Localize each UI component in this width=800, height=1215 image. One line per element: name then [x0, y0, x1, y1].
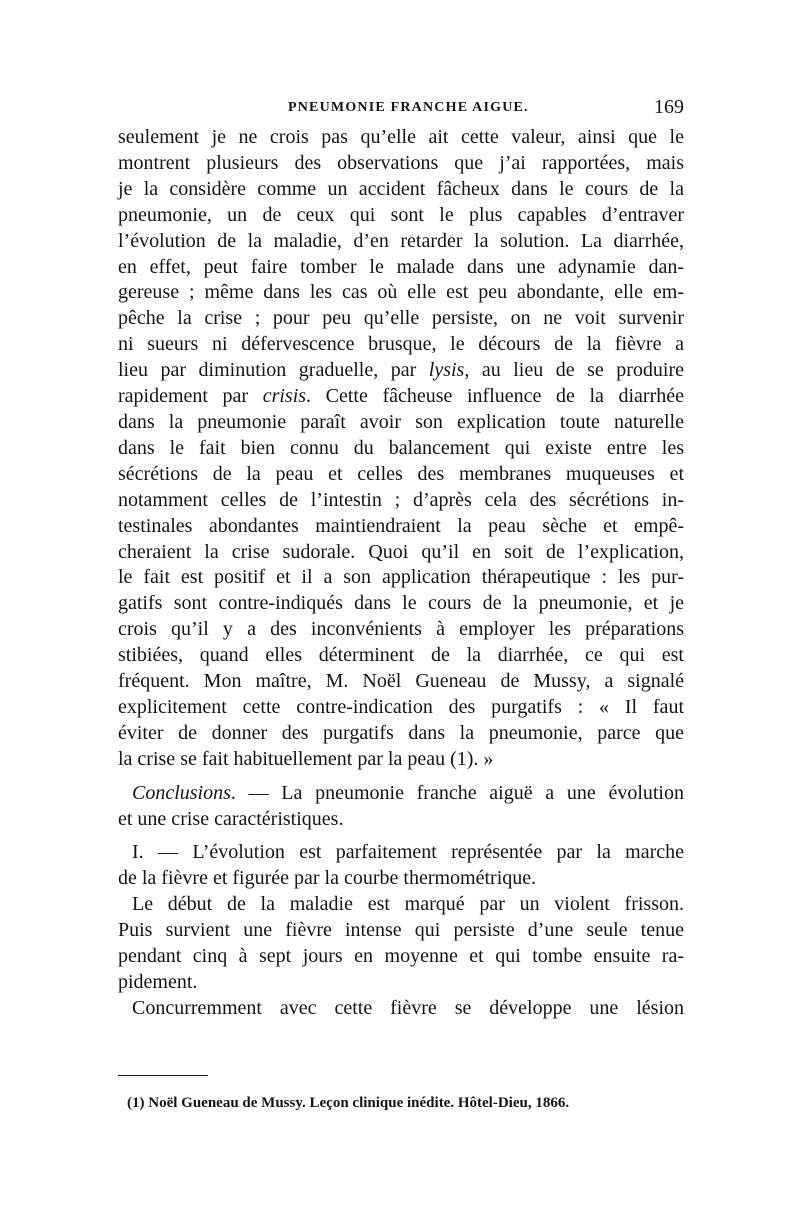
text-line: dans le fait bien connu du balancement qui existe entre les: [118, 436, 684, 459]
text-line: pidement.: [118, 971, 198, 993]
text-line: gereuse ; même dans les cas où elle est peu abondante, elle em-: [118, 281, 684, 304]
text-line: Concurremment avec cette fièvre se développe une lésion: [132, 996, 684, 1019]
page-number: 169: [654, 96, 684, 118]
text-line: crois qu’il y a des inconvénients à employer les préparations: [118, 618, 684, 641]
text-line: stibiées, quand elles déterminent de la diarrhée, ce qui est: [118, 644, 684, 667]
text-line: pendant cinq à sept jours en moyenne et qui tombe ensuite ra-: [118, 945, 684, 968]
text-line: seulement je ne crois pas qu’elle ait cette valeur, ainsi que le: [118, 126, 684, 148]
text-line: de la fièvre et figurée par la courbe thermométrique.: [118, 867, 537, 890]
running-header: [118, 96, 684, 124]
paragraph-spacer: [118, 832, 684, 840]
paragraph-conclusions: [118, 781, 684, 833]
text-line: la crise se fait habituellement par la peau (1). »: [118, 747, 494, 770]
text-line: dans la pneumonie paraît avoir son explication toute naturelle: [118, 410, 684, 433]
text-line: en effet, peut faire tomber le malade dans une adynamie dan-: [118, 255, 684, 278]
text-line: testinales abondantes maintiendraient la peau sèche et empê-: [118, 514, 684, 537]
footnote: (1) Noël Gueneau de Mussy. Leçon clinique inédite. Hôtel-Dieu, 1866.: [127, 1095, 570, 1111]
text-line: Conclusions. — La pneumonie franche aiguë a une évolution: [132, 781, 684, 804]
text-line: pneumonie, un de ceux qui sont le plus capables d’entraver: [118, 203, 684, 226]
text-line: gatifs sont contre-indiqués dans le cours de la pneumonie, et je: [118, 592, 684, 615]
text-line: Puis survient une fièvre intense qui persiste d’une seule tenue: [118, 919, 684, 942]
text-line: notamment celles de l’intestin ; d’après cela des sécrétions in-: [118, 488, 684, 511]
text-line: fréquent. Mon maître, M. Noël Gueneau de Mussy, a signalé: [118, 670, 684, 693]
footnote-rule: [118, 1075, 208, 1076]
paragraph-spacer: [118, 773, 684, 781]
text-line: rapidement par crisis. Cette fâcheuse influence de la diarrhée: [118, 385, 685, 408]
text-line: sécrétions de la peau et celles des membranes muqueuses et: [118, 462, 684, 485]
text-line: cheraient la crise sudorale. Quoi qu’il en soit de l’explication,: [118, 540, 684, 563]
text-line: Le début de la maladie est marqué par un violent frisson.: [132, 893, 684, 916]
text-line: je la considère comme un accident fâcheux dans le cours de la: [118, 177, 684, 200]
text-line: montrent plusieurs des observations que j’ai rapportées, mais: [118, 151, 684, 174]
paragraph-diarrhee: [118, 125, 684, 773]
text-line: lieu par diminution graduelle, par lysis, au lieu de se produire: [118, 359, 684, 382]
text-line: I. — L’évolution est parfaitement représentée par la marche: [132, 841, 684, 864]
text-line: explicitement cette contre-indication des purgatifs : « Il faut: [118, 695, 684, 718]
paragraph-debut: [118, 892, 684, 996]
text-line: ni sueurs ni défervescence brusque, le décours de la fièvre a: [118, 333, 684, 356]
paragraph-concurremment: [118, 996, 684, 1022]
paragraph-evolution: [118, 840, 684, 892]
text-line: éviter de donner des purgatifs dans la pneumonie, parce que: [118, 721, 684, 744]
text-line: l’évolution de la maladie, d’en retarder la solution. La diarrhée,: [118, 229, 684, 252]
text-line: et une crise caractéristiques.: [118, 807, 344, 830]
text-line: pêche la crise ; pour peu qu’elle persiste, on ne voit survenir: [118, 307, 684, 330]
running-title: PNEUMONIE FRANCHE AIGUE.: [288, 100, 529, 115]
body-text: [118, 125, 684, 1022]
text-line: le fait est positif et il a son application thérapeutique : les pur-: [118, 566, 684, 589]
